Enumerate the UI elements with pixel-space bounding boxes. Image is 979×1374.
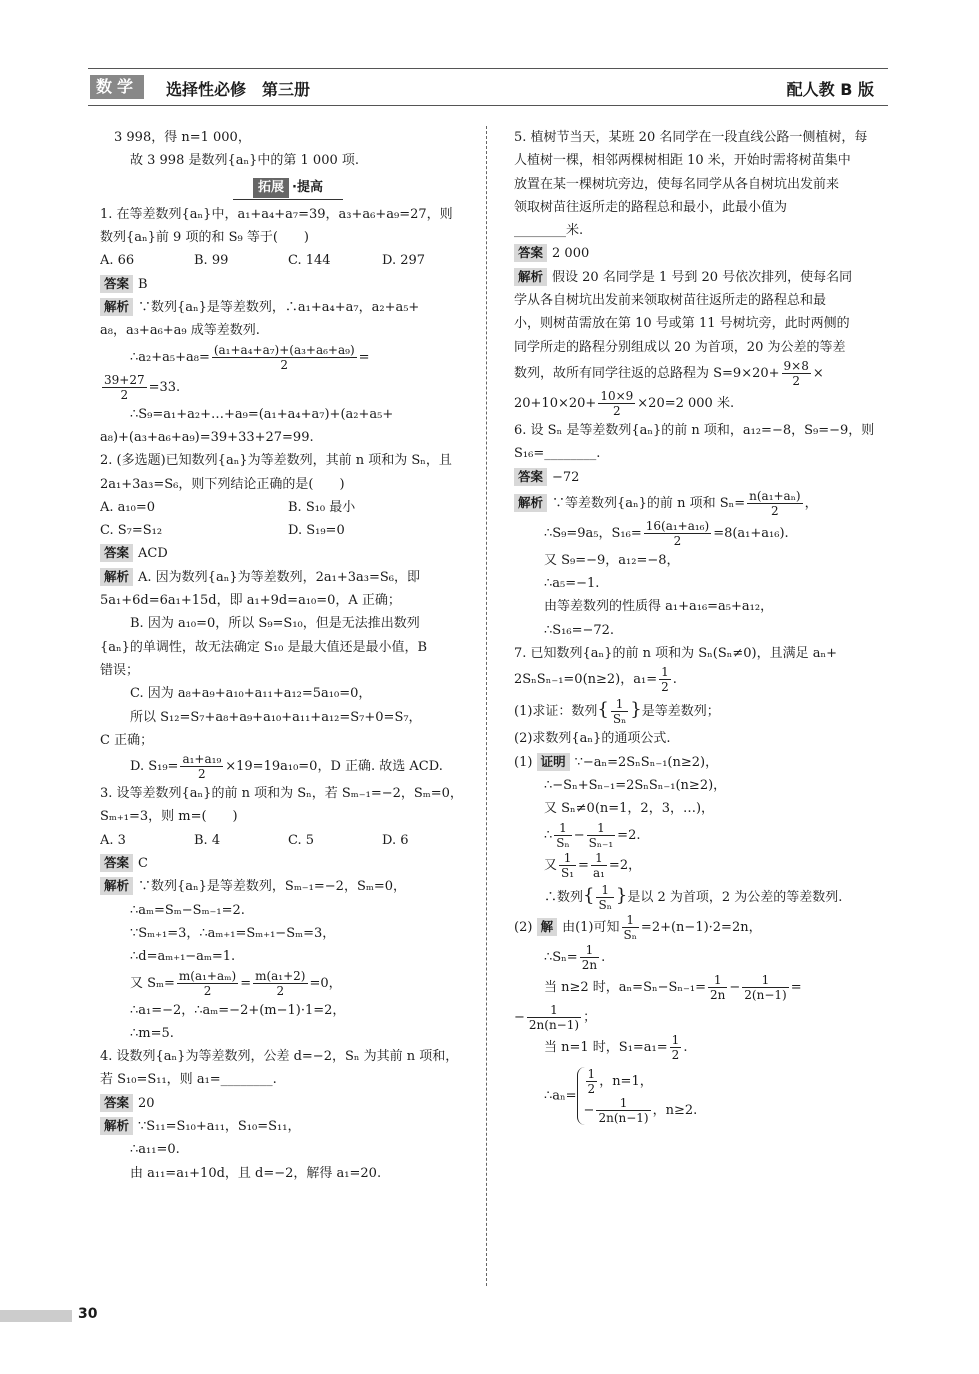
page-number: 30 <box>78 1306 98 1322</box>
analysis-line: 解析 A. 因为数列{aₙ}为等差数列，2a₁+3a₃=S₆，即 <box>100 566 476 589</box>
answer-badge: 答案 <box>100 1094 133 1112</box>
text-line: ∴d=aₘ₊₁−aₘ=1. <box>130 949 236 965</box>
text-line: ∴a₁₁=0. <box>130 1142 180 1158</box>
math-line: $\frac{39+27}{2}$ =33. <box>104 372 181 402</box>
text-line: 又 S₉=−9，a₁₂=−8， <box>544 552 680 568</box>
options-line: A. a₁₀=0 B. S₁₀ 最小 <box>100 499 356 515</box>
question-2: 2. (多选题)已知数列{aₙ}为等差数列，其前 n 项和为 Sₙ，且 <box>100 453 452 469</box>
math-line: 数列，故所有同学往返的总路程为 S=9×20+ $\frac{9\times 8}{2}$ × <box>514 358 824 388</box>
text-line: S₁₆=________. <box>514 446 601 462</box>
answer-badge: 答案 <box>100 275 133 293</box>
math-line: 又 $\frac{1}{\text{S₁}}$ = $\frac{1}{\text{a₁}}$ =2， <box>544 850 642 880</box>
question-5: 5. 植树节当天，某班 20 名同学在一段直线公路一侧植树，每 <box>514 130 868 145</box>
text-line: 同学所走的路程分别组成以 20 为首项，20 为公差的等差 <box>514 339 846 355</box>
analysis-badge: 解析 <box>100 568 133 586</box>
answer-badge: 答案 <box>100 854 133 872</box>
text-line: 小，则树苗需放在第 10 号或第 11 号树坑旁，此时两侧的 <box>514 316 850 332</box>
math-line: ∴数列{ $\frac{1}{\text{Sₙ}}$ }是以 2 为首项，2 为公差的等差数列. <box>544 882 843 912</box>
analysis-line: 解析 ∵数列{aₙ}是等差数列，Sₘ₋₁=−2，Sₘ=0， <box>100 875 476 898</box>
text-line: C. 因为 a₈+a₉+a₁₀+a₁₁+a₁₂=5a₁₀=0， <box>130 686 372 702</box>
analysis-badge: 解析 <box>100 877 133 895</box>
analysis-badge: 解析 <box>514 494 547 512</box>
text-line: a₈，a₃+a₆+a₉ 成等差数列. <box>100 323 260 339</box>
options-line: A. 66 B. 99 C. 144 D. 297 <box>100 253 426 269</box>
text-line: Sₘ₊₁=3，则 m=( ) <box>100 809 238 825</box>
edition-label: 配人教 B 版 <box>786 80 874 99</box>
text-line: 由等差数列的性质得 a₁+a₁₆=a₅+a₁₂， <box>544 599 774 615</box>
proof-badge: 证明 <box>537 753 570 771</box>
text-line: ∴a₅=−1. <box>544 576 600 592</box>
math-line: ∴S₉=9a₅，S₁₆= $\frac{\text{16(a₁+a₁₆)}}{2}$ =8(a₁+a₁₆). <box>544 518 789 548</box>
answer-line: 答案 ACD <box>100 542 476 565</box>
text-line: C 正确； <box>100 732 154 748</box>
answer-line: 答案 B <box>100 273 476 296</box>
answer-line: 答案 C <box>100 852 476 875</box>
math-line: − $\frac{1}{2n(n-1)}$ ； <box>514 1002 597 1032</box>
options-line: C. S₇=S₁₂ D. S₁₉=0 <box>100 523 345 539</box>
text-line: 5a₁+6d=6a₁+15d，即 a₁+9d=a₁₀=0，A 正确； <box>100 593 401 609</box>
text-line: (2)求数列{aₙ}的通项公式. <box>514 731 671 747</box>
answer-line: 答案 2 000 <box>514 242 890 265</box>
answer-badge: 答案 <box>514 468 547 486</box>
math-line: (1)求证：数列{ $\frac{1}{\text{Sₙ}}$ }是等差数列； <box>514 697 720 727</box>
text-line: ∴−Sₙ+Sₙ₋₁=2SₙSₙ₋₁(n≥2)， <box>544 777 727 793</box>
proof-line: (1) 证明 ∵−aₙ=2SₙSₙ₋₁(n≥2)， <box>514 753 719 770</box>
question-1: 1. 在等差数列{aₙ}中，a₁+a₄+a₇=39，a₃+a₆+a₉=27，则 <box>100 206 453 222</box>
text-line: ∴S₉=a₁+a₂+…+a₉=(a₁+a₄+a₇)+(a₂+a₅+ <box>130 406 394 422</box>
math-line: 20+10×20+ $\frac{10\times 9}{2}$ ×20=2 000 米. <box>514 388 735 418</box>
subject-label: 数学 <box>90 75 144 99</box>
analysis-badge: 解析 <box>100 298 133 316</box>
text-line: 2a₁+3a₃=S₆，则下列结论正确的是( ) <box>100 476 345 492</box>
math-line: 2SₙSₙ₋₁=0(n≥2)，a₁= $\frac{1}{2}$ . <box>514 665 677 695</box>
piecewise-formula: ∴aₙ= $\frac{1}{2}$ ，n=1， − $\frac{1}{2n(n-1)}$ ，n≥2. <box>544 1066 698 1125</box>
text-line: 由 a₁₁=a₁+10d，且 d=−2，解得 a₁=20. <box>130 1165 382 1181</box>
question-4: 4. 设数列{aₙ}为等差数列，公差 d=−2，Sₙ 为其前 n 项和， <box>100 1049 459 1065</box>
analysis-line: 解析 ∵S₁₁=S₁₀+a₁₁，S₁₀=S₁₁， <box>100 1115 476 1138</box>
book-title: 选择性必修 第三册 <box>166 80 311 99</box>
text-line: 又 Sₙ≠0(n=1，2，3，…)， <box>544 801 715 817</box>
text-line: 学从各自树坑出发前来领取树苗往返所走的路程总和最 <box>514 293 827 309</box>
text-line: 人植树一棵，相邻两棵树相距 10 米，开始时需将树苗集中 <box>514 153 851 169</box>
text-line: ∴aₘ=Sₘ−Sₘ₋₁=2. <box>130 902 245 918</box>
math-line: 当 n=1 时，S₁=a₁= $\frac{1}{2}$ . <box>544 1032 688 1062</box>
text-line: 放置在某一棵树坑旁边，使每名同学从各自树坑出发前来 <box>514 176 840 192</box>
section-title: ·提高 <box>292 179 323 195</box>
answer-badge: 答案 <box>100 544 133 562</box>
analysis-line: 解析 ∵等差数列{aₙ}的前 n 项和 Sₙ= $\frac{\text{n(a₁+aₙ)}}{2}$ ， <box>514 489 890 519</box>
text-line: 所以 S₁₂=S₇+a₈+a₉+a₁₀+a₁₁+a₁₂=S₇+0=S₇， <box>130 709 422 725</box>
text-line: 错误； <box>100 662 140 678</box>
answer-line: 答案 20 <box>100 1092 476 1115</box>
text-line: 3 998，得 n=1 000， <box>114 130 251 145</box>
left-column <box>100 126 476 1185</box>
answer-badge: 答案 <box>514 244 547 262</box>
math-line: 又 Sₘ= $\frac{\text{m(a₁+aₘ)}}{2}$ = $\frac{\text{m(a₁+2)}}{2}$ =0， <box>130 968 342 998</box>
analysis-line: 解析 ∵数列{aₙ}是等差数列，∴a₁+a₄+a₇，a₂+a₅+ <box>100 296 476 319</box>
text-line: 故 3 998 是数列{aₙ}中的第 1 000 项. <box>130 153 360 169</box>
right-column <box>514 126 890 1125</box>
options-line: A. 3 B. 4 C. 5 D. 6 <box>100 832 409 848</box>
text-line: ∴S₁₆=−72. <box>544 622 615 638</box>
solution-badge: 解 <box>537 918 558 936</box>
question-7: 7. 已知数列{aₙ}的前 n 项和为 Sₙ(Sₙ≠0)，且满足 aₙ+ <box>514 646 837 662</box>
text-line: B. 因为 a₁₀=0，所以 S₉=S₁₀，但是无法推出数列 <box>130 616 420 632</box>
page-number-bar <box>0 1310 72 1322</box>
math-line: ∴a₂+a₅+a₈= $\frac{\text{(a₁+a₄+a₇)+(a₃+a₆+a₉)}}{2}$ = <box>130 342 370 372</box>
question-3: 3. 设等差数列{aₙ}的前 n 项和为 Sₙ，若 Sₘ₋₁=−2，Sₘ=0， <box>100 786 463 802</box>
text-line: ∴m=5. <box>130 1025 174 1041</box>
text-line: {aₙ}的单调性，故无法确定 S₁₀ 是最大值还是最小值，B <box>100 639 428 655</box>
question-6: 6. 设 Sₙ 是等差数列{aₙ}的前 n 项和，a₁₂=−8，S₉=−9，则 <box>514 422 875 438</box>
analysis-badge: 解析 <box>514 268 547 286</box>
math-line: 当 n≥2 时，aₙ=Sₙ−Sₙ₋₁= $\frac{1}{2n}$ − $\frac{1}{2(n-1)}$ = <box>544 972 802 1002</box>
section-heading <box>100 176 476 200</box>
text-line: 领取树苗往返所走的路程总和最小，此最小值为 <box>514 199 788 215</box>
column-divider <box>486 126 487 1286</box>
analysis-badge: 解析 <box>100 1117 133 1135</box>
page-header <box>88 68 888 106</box>
text-line: ∴a₁=−2，∴aₘ=−2+(m−1)·1=2， <box>130 1002 346 1018</box>
solution-line: (2) 解 由(1)可知 $\frac{1}{\text{Sₙ}}$ =2+(n−1)·2=2n， <box>514 912 762 942</box>
text-line: 若 S₁₀=S₁₁，则 a₁=________. <box>100 1072 277 1088</box>
text-line: ∵Sₘ₊₁=3，∴aₘ₊₁=Sₘ₊₁−Sₘ=3， <box>130 925 336 941</box>
section-tag: 拓展 <box>253 178 289 198</box>
math-line: D. S₁₉= $\frac{\text{a₁+a₁₉}}{2}$ ×19=19a₁₀=0，D 正确. 故选 ACD. <box>130 752 443 782</box>
text-line: ________米. <box>514 223 584 239</box>
text-line: a₈)+(a₃+a₆+a₉)=39+33+27=99. <box>100 429 314 445</box>
math-line: ∴Sₙ= $\frac{1}{2n}$ . <box>544 942 606 972</box>
math-line: ∴ $\frac{1}{\text{Sₙ}}$ − $\frac{1}{\text{Sₙ₋₁}}$ =2. <box>544 820 641 850</box>
answer-line: 答案 −72 <box>514 466 890 489</box>
analysis-line: 解析 假设 20 名同学是 1 号到 20 号依次排列，使每名同 <box>514 266 890 289</box>
text-line: 数列{aₙ}前 9 项的和 S₉ 等于( ) <box>100 230 309 246</box>
